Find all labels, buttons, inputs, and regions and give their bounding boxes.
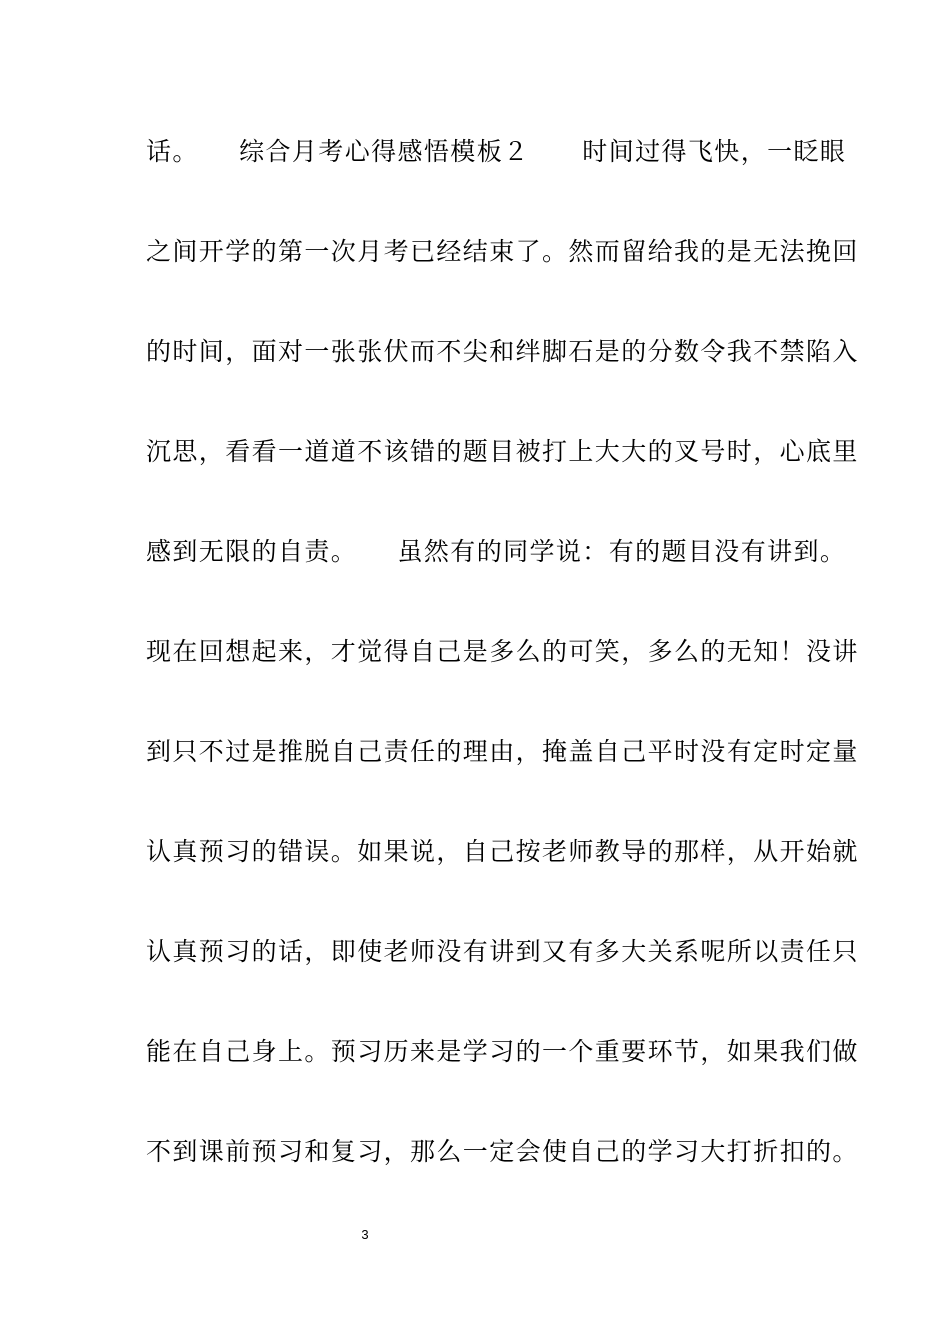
text-line: 现在回想起来，才觉得自己是多么的可笑，多么的无知！没讲 xyxy=(146,637,859,666)
text-line: 认真预习的错误。如果说，自己按老师教导的那样，从开始就 xyxy=(146,837,859,866)
text-line: 之间开学的第一次月考已经结束了。然而留给我的是无法挽回 xyxy=(146,237,859,266)
text-line: 感到无限的自责。 虽然有的同学说：有的题目没有讲到。 xyxy=(146,537,847,566)
text-line: 到只不过是推脱自己责任的理由，掩盖自己平时没有定时定量 xyxy=(146,737,859,766)
page-number: 3 xyxy=(361,1227,369,1242)
text-line: 不到课前预习和复习，那么一定会使自己的学习大打折扣的。 xyxy=(146,1137,859,1166)
text-line: 沉思，看看一道道不该错的题目被打上大大的叉号时，心底里 xyxy=(146,437,859,466)
text-line: 的时间，面对一张张伏而不尖和绊脚石是的分数令我不禁陷入 xyxy=(146,337,859,366)
text-line: 能在自己身上。预习历来是学习的一个重要环节，如果我们做 xyxy=(146,1037,859,1066)
text-line: 认真预习的话，即使老师没有讲到又有多大关系呢所以责任只 xyxy=(146,937,859,966)
text-line: 话。 综合月考心得感悟模板２ 时间过得飞快，一眨眼 xyxy=(146,137,847,166)
